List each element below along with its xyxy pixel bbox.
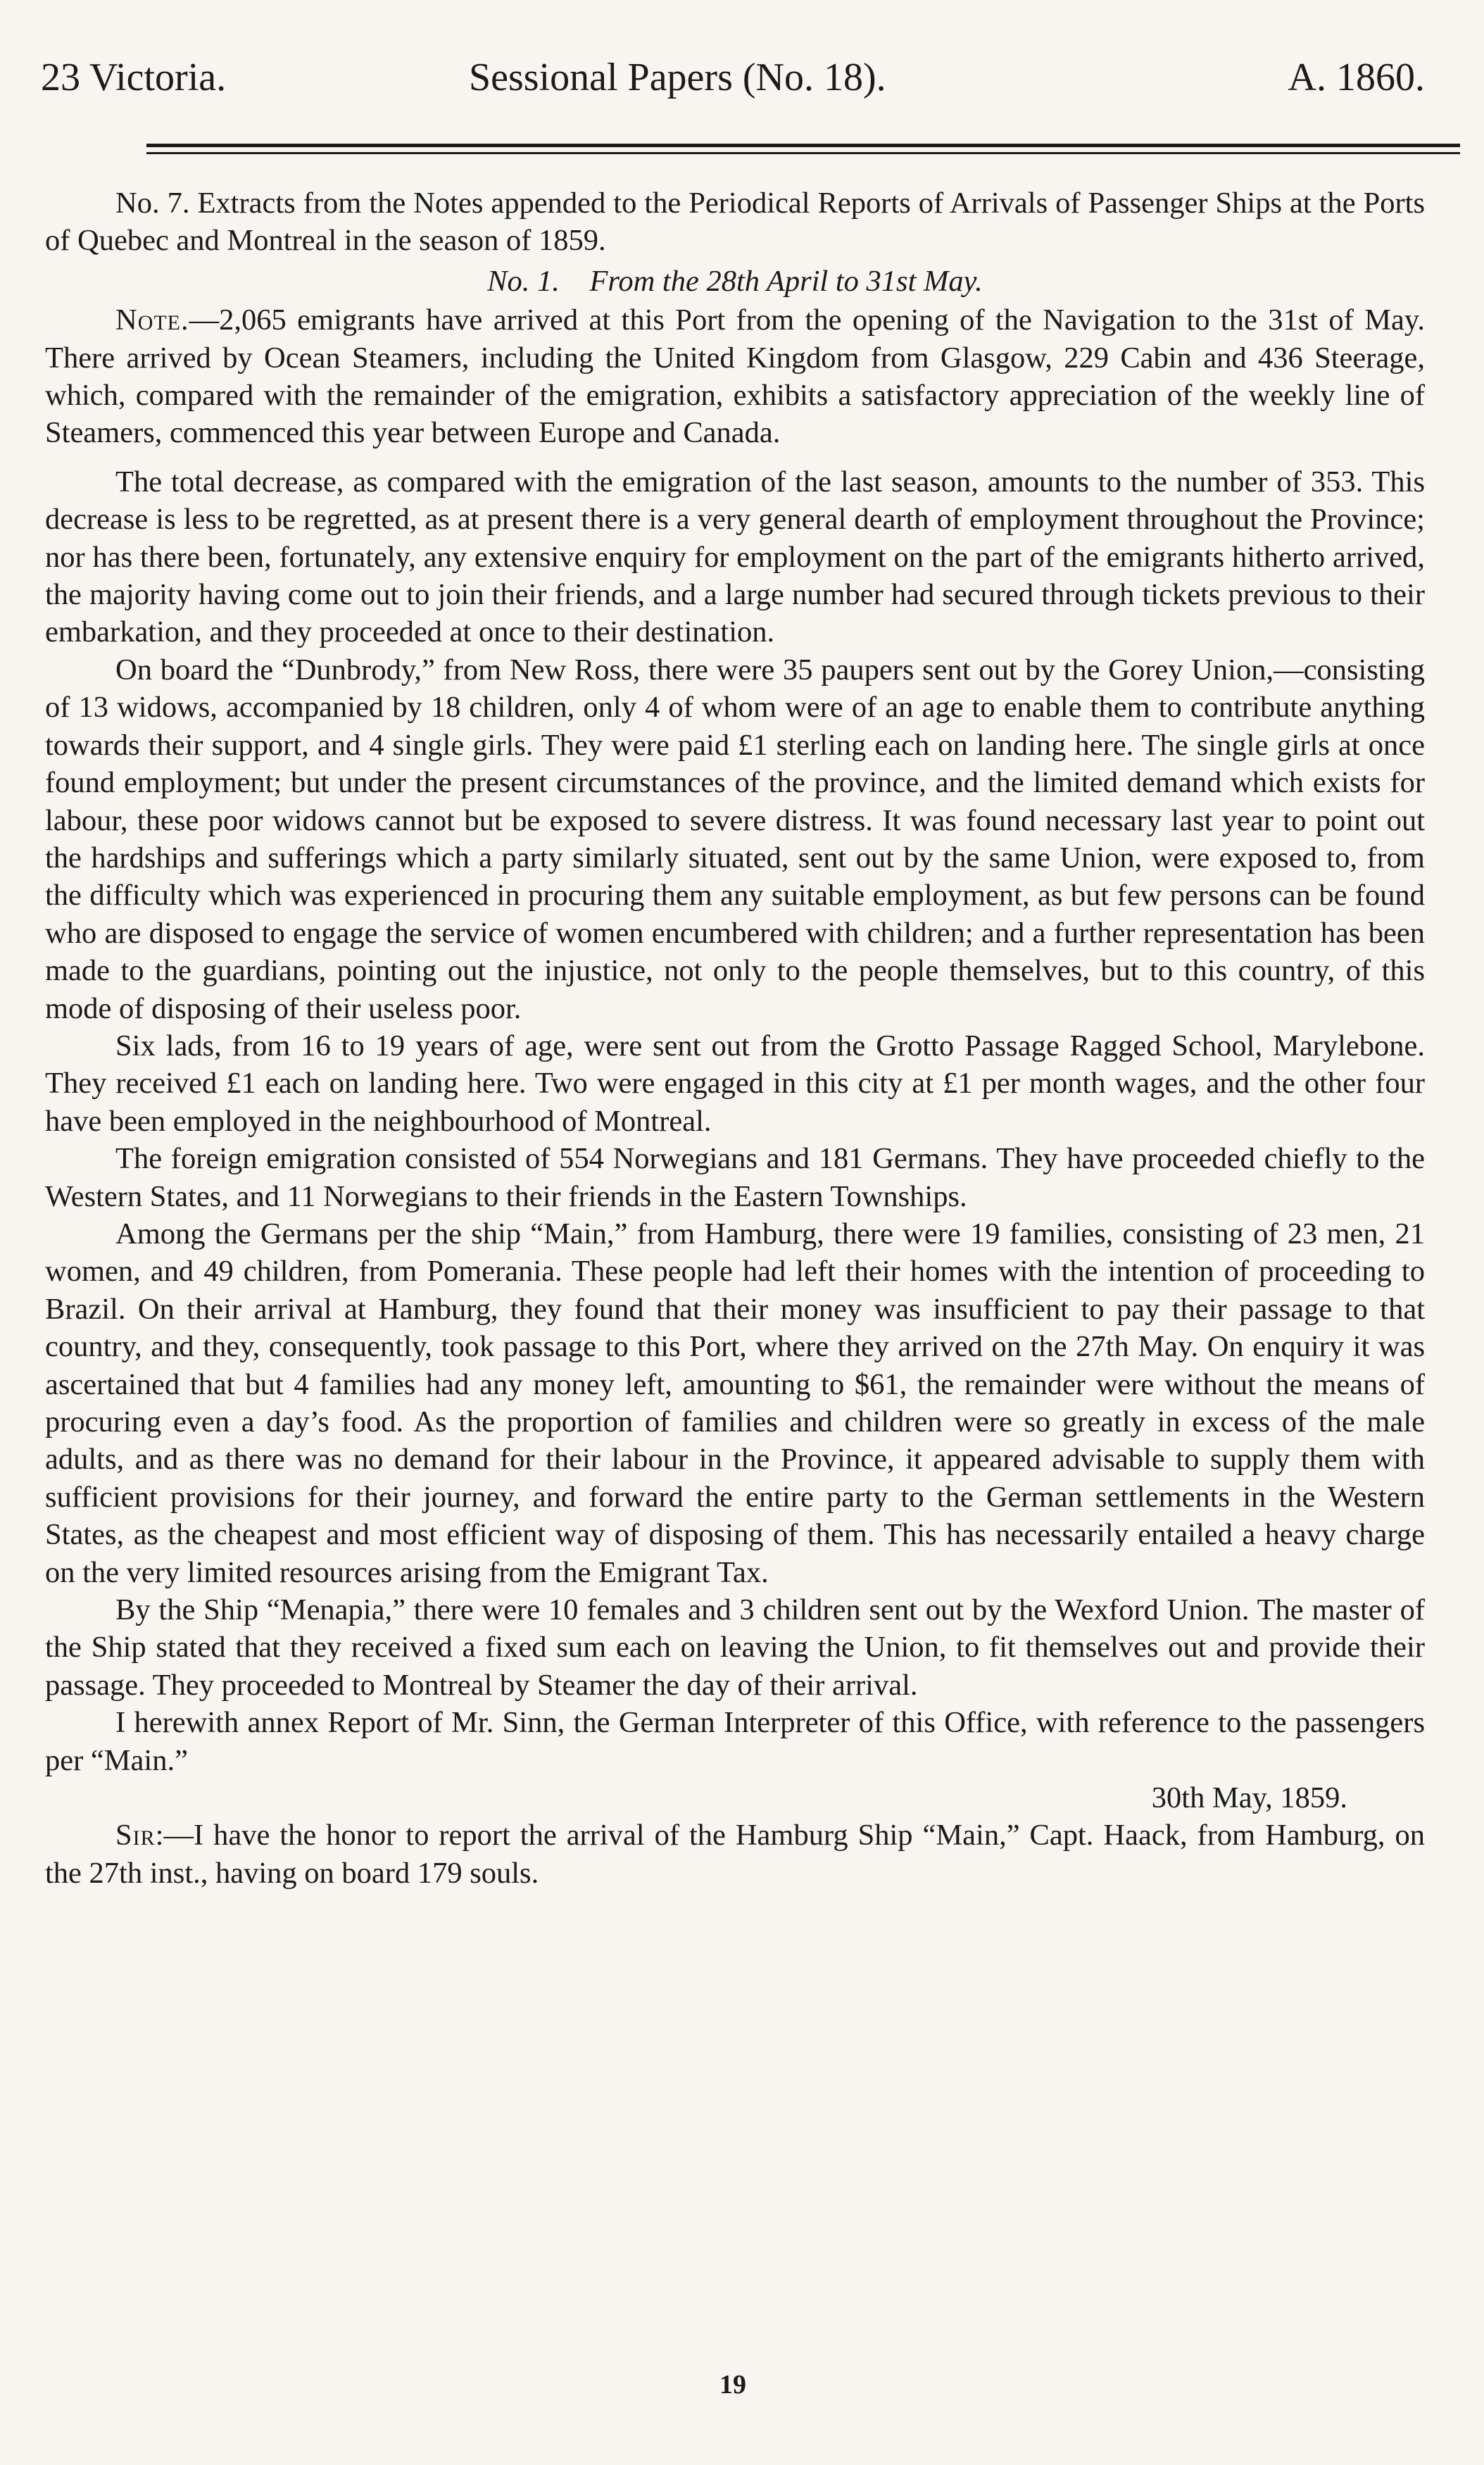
- section-title: From the 28th April to 31st May.: [589, 264, 983, 298]
- header-rule-thick: [146, 144, 1460, 147]
- header-session: 23 Victoria.: [41, 56, 227, 99]
- note-text: —2,065 emigrants have arrived at this Port from the opening of the Navigation to the 31st of May. There arrived by Ocean Steamers, including the United Kingdom from Glasgow, 229 Cabin and 436 Steerage, which, compared with the remainder of the emigration, exhibits a satisfactory appreciation of the weekly line of Steamers, commenced this year between Europe and Canada.: [45, 303, 1425, 450]
- letter-paragraph: [45, 1817, 1425, 1892]
- paragraph-menapia: By the Ship “Menapia,” there were 10 females and 3 children sent out by the Wexford Union. The master of the Ship stated that they received a fixed sum each on leaving the Union, to fit themselves out and provide their passage. They proceeded to Montreal by Steamer the day of their arrival.: [45, 1593, 1425, 1702]
- letter-text: :—I have the honor to report the arrival of the Hamburg Ship “Main,” Capt. Haack, from Hamburg, on the 27th inst., having on board 179 souls.: [45, 1819, 1425, 1890]
- paragraph-foreign-emigration: The foreign emigration consisted of 554 Norwegians and 181 Germans. They have proceeded chiefly to the Western States, and 11 Norwegians to their friends in the Eastern Townships.: [45, 1142, 1425, 1213]
- header-rule-thin: [146, 152, 1460, 154]
- paragraph-decrease: The total decrease, as compared with the emigration of the last season, amounts to the number of 353. This decrease is less to be regretted, as at present there is a very general dearth of employment throughout the Province; nor has there been, fortunately, any extensive enquiry for employment on the part of the emigrants hitherto arrived, the majority having come out to join their friends, and a large number had secured through tickets previous to their embarkation, and they proceeded at once to their destination.: [45, 465, 1425, 649]
- paragraph-ragged-school: Six lads, from 16 to 19 years of age, were sent out from the Grotto Passage Ragged School, Marylebone. They received £1 each on landing here. Two were engaged in this city at £1 per month wages, and the other four have been employed in the neighbourhood of Montreal.: [45, 1029, 1425, 1138]
- header-title: Sessional Papers (No. 18).: [469, 56, 886, 99]
- paragraph-annex: I herewith annex Report of Mr. Sinn, the German Interpreter of this Office, with reference to the passengers per “Main.”: [45, 1706, 1425, 1777]
- running-header: [41, 49, 1425, 106]
- paragraph-main-ship: Among the Germans per the ship “Main,” from Hamburg, there were 19 families, consisting of 23 men, 21 women, and 49 children, from Pomerania. These people had left their homes with the intention of proceeding to Brazil. On their arrival at Hamburg, they found that their money was insufficient to pay their passage to that country, and they, consequently, took passage to this Port, where they arrived on the 27th May. On enquiry it was ascertained that but 4 families had any money left, amounting to $61, the remainder were without the means of procuring even a day’s food. As the proportion of families and children were so greatly in excess of the male adults, and as there was no demand for their labour in the Province, it appeared advisable to supply them with sufficient provisions for their journey, and forward the entire party to the German settlements in the Western States, as the cheapest and most efficient way of disposing of them. This has necessarily entailed a heavy charge on the very limited resources arising from the Emigrant Tax.: [45, 1217, 1425, 1589]
- section-heading: [45, 263, 1425, 300]
- header-year: A. 1860.: [1288, 56, 1425, 99]
- note-paragraph: [45, 301, 1425, 452]
- paragraph-dunbrody: On board the “Dunbrody,” from New Ross, there were 35 paupers sent out by the Gorey Union,—consisting of 13 widows, accompanied by 18 children, only 4 of whom were of an age to enable them to contribute anything towards their support, and 4 single girls. They were paid £1 sterling each on landing here. The single girls at once found employment; but under the present circumstances of the province, and the limited demand which exists for labour, these poor widows cannot but be exposed to severe distress. It was found necessary last year to point out the hardships and sufferings which a party similarly situated, sent out by the same Union, were exposed to, from the difficulty which was experienced in procuring them any suitable employment, as but few persons can be found who are disposed to engage the service of women encumbered with children; and a further representation has been made to the guardians, pointing out the injustice, not only to the people themselves, but to this country, of this mode of disposing of their useless poor.: [45, 653, 1425, 1025]
- intro-paragraph: No. 7. Extracts from the Notes appended to the Periodical Reports of Arrivals of Passenger Ships at the Ports of Quebec and Montreal in the season of 1859.: [45, 187, 1425, 258]
- letter-salutation: Sir: [115, 1819, 156, 1852]
- note-label: Note.: [115, 303, 189, 337]
- letter-date: 30th May, 1859.: [1151, 1781, 1347, 1815]
- document-body: [45, 184, 1425, 1892]
- page-number: 19: [719, 2370, 746, 2400]
- document-page: [41, 28, 1425, 2436]
- section-number: No. 1.: [487, 264, 560, 298]
